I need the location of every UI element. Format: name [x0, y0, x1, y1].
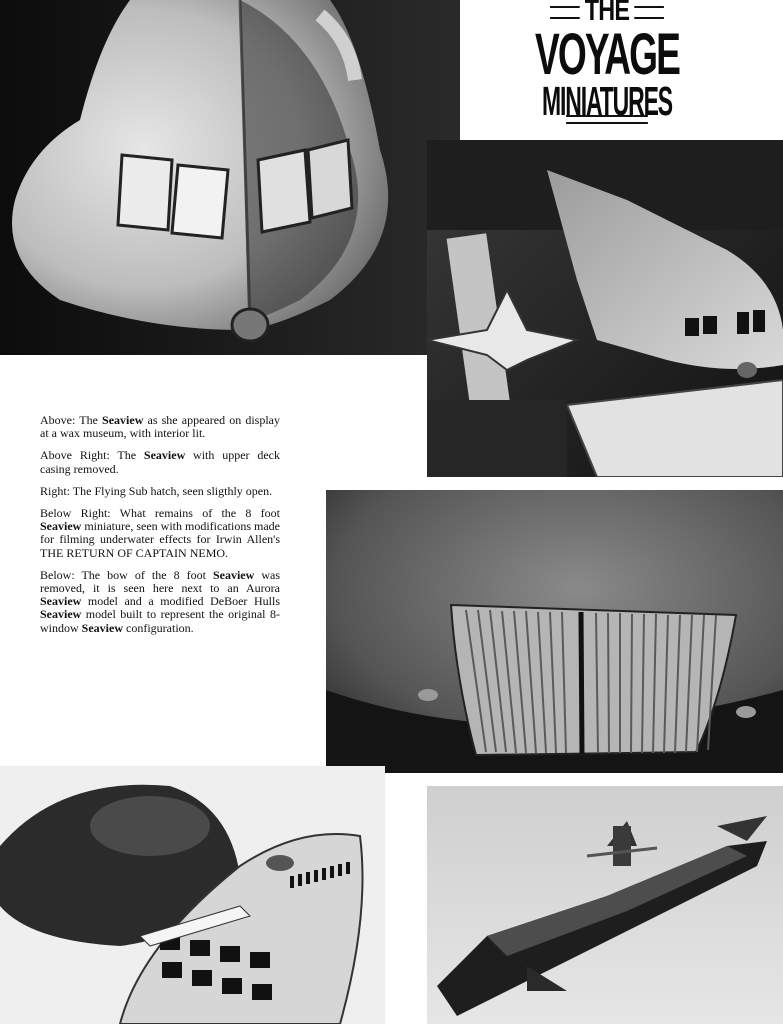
photo-seaview-wax-museum — [0, 0, 460, 355]
caption-block — [40, 414, 280, 644]
caption-right: Right: The Flying Sub hatch, seen sligthly open. — [40, 483, 273, 498]
title-line-the: THE — [549, 0, 666, 26]
photo-flying-sub-hatch — [326, 490, 783, 773]
title-line-voyage: VOYAGE — [535, 22, 679, 87]
photo-seaview-deck-removed — [427, 140, 783, 477]
photo-8-foot-seaview-remains — [427, 786, 783, 1024]
caption-above-right: Above Right: The Seaview with upper deck casing removed. — [40, 448, 281, 476]
caption-below: Below: The bow of the 8 foot Seaview was removed, it is seen here next to an Aurora Seaview model and a modified DeBoer Hulls Seaview model built to represent the original 8-window Seaview configuration. — [40, 567, 280, 635]
title-line-miniatures: MINIATURES — [531, 82, 682, 120]
page-title — [532, 0, 682, 140]
caption-above: Above: The Seaview as she appeared on display at a wax museum, with interior lit. — [40, 413, 281, 441]
photo-bow-and-models — [0, 766, 385, 1024]
caption-below-right: Below Right: What remains of the 8 foot Seaview miniature, seen with modifications made for filming underwater effects for Irwin Allen's THE RETURN OF CAPTAIN NEMO. — [40, 506, 280, 560]
